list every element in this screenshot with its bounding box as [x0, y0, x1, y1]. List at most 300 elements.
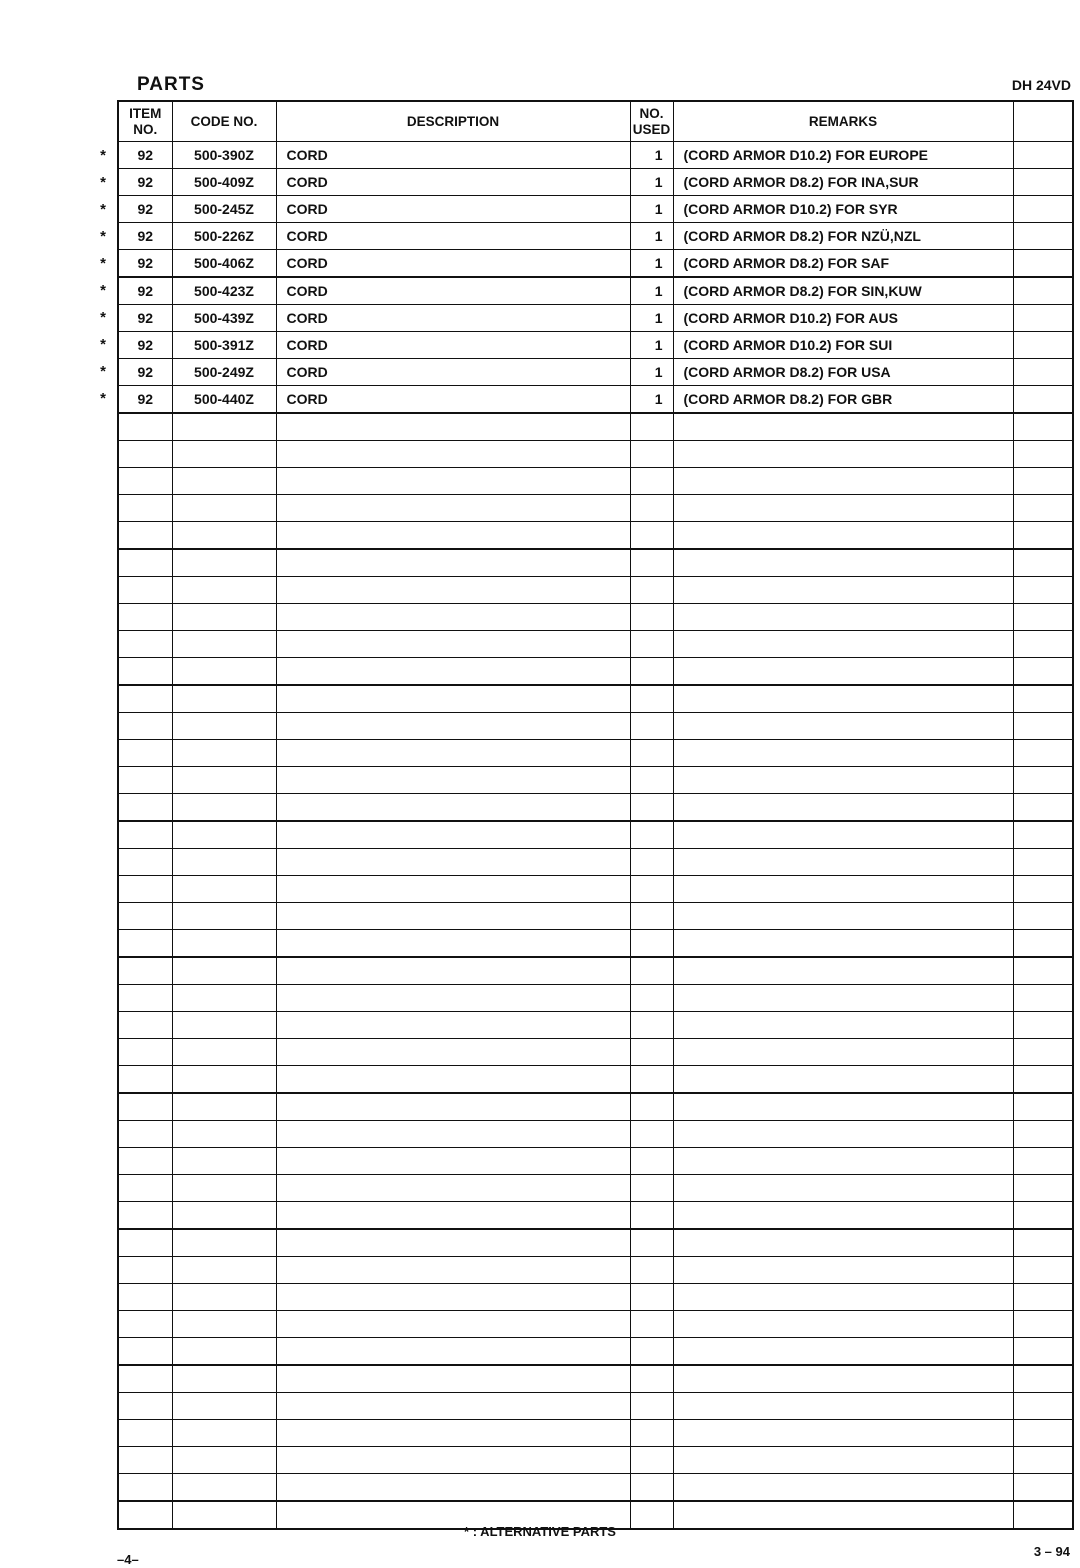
- cell-empty: [1013, 1175, 1073, 1202]
- cell-empty: [673, 604, 1013, 631]
- table-row: [118, 305, 1073, 332]
- cell-blank: [1013, 169, 1073, 196]
- cell-empty: [172, 577, 276, 604]
- cell-empty: [118, 1039, 172, 1066]
- cell-empty: [1013, 1066, 1073, 1094]
- cell-empty: [1013, 522, 1073, 550]
- cell-empty: [118, 577, 172, 604]
- cell-empty: [673, 876, 1013, 903]
- cell-description: CORD: [276, 250, 630, 278]
- cell-empty: [118, 930, 172, 958]
- cell-empty: [172, 522, 276, 550]
- cell-remarks: (CORD ARMOR D8.2) FOR GBR: [673, 386, 1013, 414]
- cell-empty: [172, 903, 276, 930]
- cell-no-used: 1: [630, 223, 673, 250]
- cell-empty: [630, 1202, 673, 1230]
- table-header-row: [118, 101, 1073, 142]
- table-row: [118, 142, 1073, 169]
- cell-empty: [673, 685, 1013, 713]
- cell-empty: [118, 658, 172, 686]
- col-header-no-used: NO. USED: [630, 101, 673, 142]
- cell-empty: [673, 713, 1013, 740]
- cell-blank: [1013, 196, 1073, 223]
- cell-empty: [172, 1338, 276, 1366]
- cell-empty: [118, 1420, 172, 1447]
- cell-no-used: 1: [630, 250, 673, 278]
- cell-empty: [1013, 631, 1073, 658]
- cell-empty: [630, 1284, 673, 1311]
- cell-empty: [276, 441, 630, 468]
- cell-empty: [673, 658, 1013, 686]
- cell-empty: [118, 1393, 172, 1420]
- cell-empty: [276, 713, 630, 740]
- cell-item-no: 92: [118, 386, 172, 414]
- table-row-empty: [118, 577, 1073, 604]
- cell-no-used: 1: [630, 277, 673, 305]
- cell-empty: [276, 1284, 630, 1311]
- cell-empty: [1013, 577, 1073, 604]
- cell-empty: [630, 985, 673, 1012]
- cell-empty: [172, 1284, 276, 1311]
- cell-empty: [673, 1257, 1013, 1284]
- cell-empty: [673, 794, 1013, 822]
- cell-empty: [673, 1229, 1013, 1257]
- cell-empty: [276, 468, 630, 495]
- cell-empty: [172, 413, 276, 441]
- cell-empty: [1013, 1148, 1073, 1175]
- cell-empty: [1013, 1284, 1073, 1311]
- cell-empty: [1013, 604, 1073, 631]
- cell-empty: [673, 468, 1013, 495]
- cell-empty: [630, 577, 673, 604]
- cell-empty: [1013, 1121, 1073, 1148]
- table-row-empty: [118, 549, 1073, 577]
- cell-empty: [673, 849, 1013, 876]
- cell-empty: [673, 1393, 1013, 1420]
- alternative-part-marker: *: [100, 309, 106, 326]
- cell-blank: [1013, 277, 1073, 305]
- cell-blank: [1013, 386, 1073, 414]
- table-row-empty: [118, 740, 1073, 767]
- cell-empty: [1013, 1229, 1073, 1257]
- cell-empty: [630, 604, 673, 631]
- cell-remarks: (CORD ARMOR D8.2) FOR USA: [673, 359, 1013, 386]
- cell-empty: [118, 794, 172, 822]
- table-row-empty: [118, 685, 1073, 713]
- cell-empty: [630, 740, 673, 767]
- cell-empty: [118, 957, 172, 985]
- cell-no-used: 1: [630, 386, 673, 414]
- cell-empty: [276, 1012, 630, 1039]
- cell-empty: [118, 1093, 172, 1121]
- cell-empty: [276, 1121, 630, 1148]
- cell-empty: [1013, 1474, 1073, 1502]
- cell-item-no: 92: [118, 305, 172, 332]
- cell-empty: [673, 495, 1013, 522]
- cell-code-no: 500-249Z: [172, 359, 276, 386]
- cell-empty: [172, 821, 276, 849]
- cell-empty: [1013, 713, 1073, 740]
- cell-empty: [276, 549, 630, 577]
- alternative-part-marker: *: [100, 255, 106, 272]
- cell-empty: [1013, 413, 1073, 441]
- cell-item-no: 92: [118, 169, 172, 196]
- cell-empty: [172, 468, 276, 495]
- cell-empty: [172, 631, 276, 658]
- cell-description: CORD: [276, 142, 630, 169]
- cell-empty: [118, 1365, 172, 1393]
- cell-empty: [118, 876, 172, 903]
- cell-empty: [1013, 1202, 1073, 1230]
- cell-empty: [118, 1284, 172, 1311]
- cell-empty: [630, 1148, 673, 1175]
- cell-empty: [172, 1066, 276, 1094]
- cell-empty: [276, 1066, 630, 1094]
- alternative-part-marker: *: [100, 336, 106, 353]
- cell-empty: [1013, 549, 1073, 577]
- cell-empty: [172, 849, 276, 876]
- cell-empty: [118, 713, 172, 740]
- cell-empty: [1013, 821, 1073, 849]
- cell-no-used: 1: [630, 196, 673, 223]
- cell-empty: [172, 740, 276, 767]
- cell-empty: [172, 1121, 276, 1148]
- cell-empty: [172, 1012, 276, 1039]
- cell-empty: [1013, 957, 1073, 985]
- table-row-empty: [118, 1066, 1073, 1094]
- cell-empty: [276, 1257, 630, 1284]
- cell-remarks: (CORD ARMOR D8.2) FOR NZÜ,NZL: [673, 223, 1013, 250]
- table-row: [118, 359, 1073, 386]
- cell-no-used: 1: [630, 142, 673, 169]
- cell-blank: [1013, 332, 1073, 359]
- table-row: [118, 196, 1073, 223]
- cell-empty: [630, 1039, 673, 1066]
- cell-empty: [172, 1229, 276, 1257]
- cell-blank: [1013, 359, 1073, 386]
- cell-description: CORD: [276, 305, 630, 332]
- cell-empty: [118, 468, 172, 495]
- cell-empty: [118, 1311, 172, 1338]
- table-row-empty: [118, 1012, 1073, 1039]
- cell-empty: [630, 794, 673, 822]
- parts-table-body: [118, 142, 1073, 1530]
- page-title: PARTS: [137, 74, 205, 95]
- cell-empty: [118, 1202, 172, 1230]
- table-row: [118, 223, 1073, 250]
- cell-remarks: (CORD ARMOR D8.2) FOR INA,SUR: [673, 169, 1013, 196]
- cell-no-used: 1: [630, 169, 673, 196]
- cell-item-no: 92: [118, 359, 172, 386]
- cell-empty: [276, 903, 630, 930]
- cell-blank: [1013, 305, 1073, 332]
- cell-empty: [172, 1311, 276, 1338]
- cell-empty: [1013, 441, 1073, 468]
- cell-empty: [276, 1420, 630, 1447]
- cell-empty: [276, 985, 630, 1012]
- cell-code-no: 500-391Z: [172, 332, 276, 359]
- cell-empty: [630, 713, 673, 740]
- cell-empty: [630, 1257, 673, 1284]
- cell-empty: [118, 441, 172, 468]
- cell-no-used: 1: [630, 332, 673, 359]
- cell-empty: [276, 1474, 630, 1502]
- cell-empty: [1013, 1447, 1073, 1474]
- cell-empty: [673, 441, 1013, 468]
- table-row: [118, 332, 1073, 359]
- cell-empty: [673, 522, 1013, 550]
- cell-empty: [172, 1202, 276, 1230]
- table-row: [118, 277, 1073, 305]
- cell-empty: [1013, 1311, 1073, 1338]
- cell-empty: [630, 821, 673, 849]
- cell-empty: [673, 1148, 1013, 1175]
- cell-empty: [172, 1148, 276, 1175]
- cell-remarks: (CORD ARMOR D8.2) FOR SAF: [673, 250, 1013, 278]
- cell-item-no: 92: [118, 332, 172, 359]
- cell-empty: [276, 1393, 630, 1420]
- cell-empty: [172, 1420, 276, 1447]
- cell-empty: [276, 930, 630, 958]
- cell-empty: [276, 604, 630, 631]
- cell-description: CORD: [276, 223, 630, 250]
- cell-remarks: (CORD ARMOR D10.2) FOR AUS: [673, 305, 1013, 332]
- alternative-part-marker: *: [100, 282, 106, 299]
- cell-empty: [172, 985, 276, 1012]
- alternative-part-marker: *: [100, 363, 106, 380]
- cell-empty: [172, 1365, 276, 1393]
- cell-empty: [118, 1229, 172, 1257]
- table-row-empty: [118, 849, 1073, 876]
- cell-empty: [172, 495, 276, 522]
- cell-description: CORD: [276, 386, 630, 414]
- cell-empty: [276, 1148, 630, 1175]
- cell-empty: [630, 468, 673, 495]
- cell-empty: [118, 903, 172, 930]
- cell-empty: [172, 713, 276, 740]
- table-row-empty: [118, 794, 1073, 822]
- alternative-part-marker: *: [100, 390, 106, 407]
- cell-code-no: 500-409Z: [172, 169, 276, 196]
- cell-empty: [1013, 985, 1073, 1012]
- cell-empty: [118, 1474, 172, 1502]
- cell-empty: [630, 1447, 673, 1474]
- cell-empty: [276, 1311, 630, 1338]
- cell-empty: [1013, 1039, 1073, 1066]
- cell-empty: [118, 495, 172, 522]
- cell-item-no: 92: [118, 142, 172, 169]
- cell-empty: [1013, 876, 1073, 903]
- cell-empty: [630, 876, 673, 903]
- cell-empty: [172, 794, 276, 822]
- cell-code-no: 500-390Z: [172, 142, 276, 169]
- cell-empty: [630, 685, 673, 713]
- cell-empty: [276, 821, 630, 849]
- cell-empty: [1013, 794, 1073, 822]
- table-row-empty: [118, 1284, 1073, 1311]
- cell-empty: [118, 1338, 172, 1366]
- cell-description: CORD: [276, 277, 630, 305]
- cell-description: CORD: [276, 359, 630, 386]
- cell-empty: [118, 685, 172, 713]
- cell-empty: [673, 1121, 1013, 1148]
- table-row-empty: [118, 821, 1073, 849]
- table-row-empty: [118, 1393, 1073, 1420]
- cell-empty: [276, 1039, 630, 1066]
- table-row-empty: [118, 604, 1073, 631]
- cell-empty: [673, 957, 1013, 985]
- cell-blank: [1013, 142, 1073, 169]
- cell-item-no: 92: [118, 223, 172, 250]
- cell-empty: [630, 1121, 673, 1148]
- cell-empty: [118, 767, 172, 794]
- table-row-empty: [118, 658, 1073, 686]
- cell-empty: [630, 1420, 673, 1447]
- table-row-empty: [118, 1447, 1073, 1474]
- cell-empty: [172, 1393, 276, 1420]
- table-row: [118, 386, 1073, 414]
- cell-empty: [673, 1175, 1013, 1202]
- cell-empty: [1013, 1393, 1073, 1420]
- cell-empty: [630, 413, 673, 441]
- cell-empty: [630, 1365, 673, 1393]
- cell-empty: [673, 1338, 1013, 1366]
- cell-empty: [1013, 930, 1073, 958]
- cell-empty: [276, 740, 630, 767]
- cell-empty: [118, 549, 172, 577]
- cell-empty: [276, 522, 630, 550]
- cell-empty: [673, 1202, 1013, 1230]
- cell-empty: [673, 1093, 1013, 1121]
- cell-empty: [276, 1365, 630, 1393]
- cell-empty: [276, 658, 630, 686]
- cell-empty: [172, 441, 276, 468]
- table-row-empty: [118, 1257, 1073, 1284]
- table-row-empty: [118, 1365, 1073, 1393]
- cell-empty: [276, 1175, 630, 1202]
- cell-empty: [118, 631, 172, 658]
- cell-empty: [118, 1066, 172, 1094]
- col-header-code-no: CODE NO.: [172, 101, 276, 142]
- table-row-empty: [118, 1175, 1073, 1202]
- table-row-empty: [118, 876, 1073, 903]
- table-row-empty: [118, 1311, 1073, 1338]
- cell-empty: [172, 685, 276, 713]
- cell-empty: [1013, 1338, 1073, 1366]
- table-row-empty: [118, 441, 1073, 468]
- cell-empty: [673, 740, 1013, 767]
- cell-empty: [276, 631, 630, 658]
- cell-empty: [172, 604, 276, 631]
- col-header-item-no: ITEM NO.: [118, 101, 172, 142]
- cell-empty: [118, 1121, 172, 1148]
- cell-empty: [1013, 1420, 1073, 1447]
- cell-empty: [1013, 495, 1073, 522]
- cell-empty: [118, 821, 172, 849]
- cell-empty: [118, 413, 172, 441]
- table-row-empty: [118, 522, 1073, 550]
- table-row-empty: [118, 1148, 1073, 1175]
- cell-empty: [172, 1175, 276, 1202]
- table-row-empty: [118, 957, 1073, 985]
- cell-empty: [673, 549, 1013, 577]
- cell-empty: [1013, 1257, 1073, 1284]
- cell-code-no: 500-245Z: [172, 196, 276, 223]
- table-row-empty: [118, 631, 1073, 658]
- cell-empty: [673, 1474, 1013, 1502]
- cell-empty: [630, 1311, 673, 1338]
- cell-empty: [630, 903, 673, 930]
- cell-empty: [630, 522, 673, 550]
- cell-empty: [630, 1338, 673, 1366]
- cell-empty: [118, 522, 172, 550]
- cell-empty: [630, 1229, 673, 1257]
- cell-empty: [630, 549, 673, 577]
- cell-empty: [172, 1257, 276, 1284]
- cell-empty: [1013, 1093, 1073, 1121]
- cell-empty: [630, 957, 673, 985]
- cell-empty: [673, 631, 1013, 658]
- cell-empty: [276, 957, 630, 985]
- cell-empty: [172, 1093, 276, 1121]
- cell-empty: [118, 1257, 172, 1284]
- cell-empty: [172, 876, 276, 903]
- cell-empty: [630, 1393, 673, 1420]
- cell-empty: [630, 849, 673, 876]
- cell-empty: [673, 767, 1013, 794]
- revision-date: 3 – 94: [1033, 1544, 1070, 1559]
- table-row-empty: [118, 930, 1073, 958]
- cell-empty: [118, 1175, 172, 1202]
- table-row-empty: [118, 1202, 1073, 1230]
- cell-empty: [673, 1066, 1013, 1094]
- cell-empty: [276, 577, 630, 604]
- cell-empty: [630, 767, 673, 794]
- cell-empty: [118, 1012, 172, 1039]
- cell-empty: [1013, 468, 1073, 495]
- col-header-remarks: REMARKS: [673, 101, 1013, 142]
- cell-empty: [673, 930, 1013, 958]
- table-row-empty: [118, 1229, 1073, 1257]
- cell-empty: [276, 495, 630, 522]
- cell-empty: [118, 1447, 172, 1474]
- cell-empty: [1013, 1012, 1073, 1039]
- table-row-empty: [118, 1093, 1073, 1121]
- table-row-empty: [118, 985, 1073, 1012]
- table-row-empty: [118, 1039, 1073, 1066]
- table-row-empty: [118, 1121, 1073, 1148]
- cell-remarks: (CORD ARMOR D8.2) FOR SIN,KUW: [673, 277, 1013, 305]
- table-row-empty: [118, 495, 1073, 522]
- alternative-part-marker: *: [100, 147, 106, 164]
- cell-empty: [673, 413, 1013, 441]
- cell-empty: [630, 1474, 673, 1502]
- cell-no-used: 1: [630, 359, 673, 386]
- cell-code-no: 500-439Z: [172, 305, 276, 332]
- table-row-empty: [118, 713, 1073, 740]
- cell-empty: [172, 549, 276, 577]
- footnote: * : ALTERNATIVE PARTS: [464, 1524, 616, 1539]
- cell-empty: [172, 1447, 276, 1474]
- cell-empty: [276, 413, 630, 441]
- cell-remarks: (CORD ARMOR D10.2) FOR SUI: [673, 332, 1013, 359]
- cell-empty: [673, 985, 1013, 1012]
- cell-empty: [276, 1447, 630, 1474]
- cell-empty: [172, 767, 276, 794]
- cell-empty: [172, 1039, 276, 1066]
- cell-empty: [118, 985, 172, 1012]
- cell-item-no: 92: [118, 196, 172, 223]
